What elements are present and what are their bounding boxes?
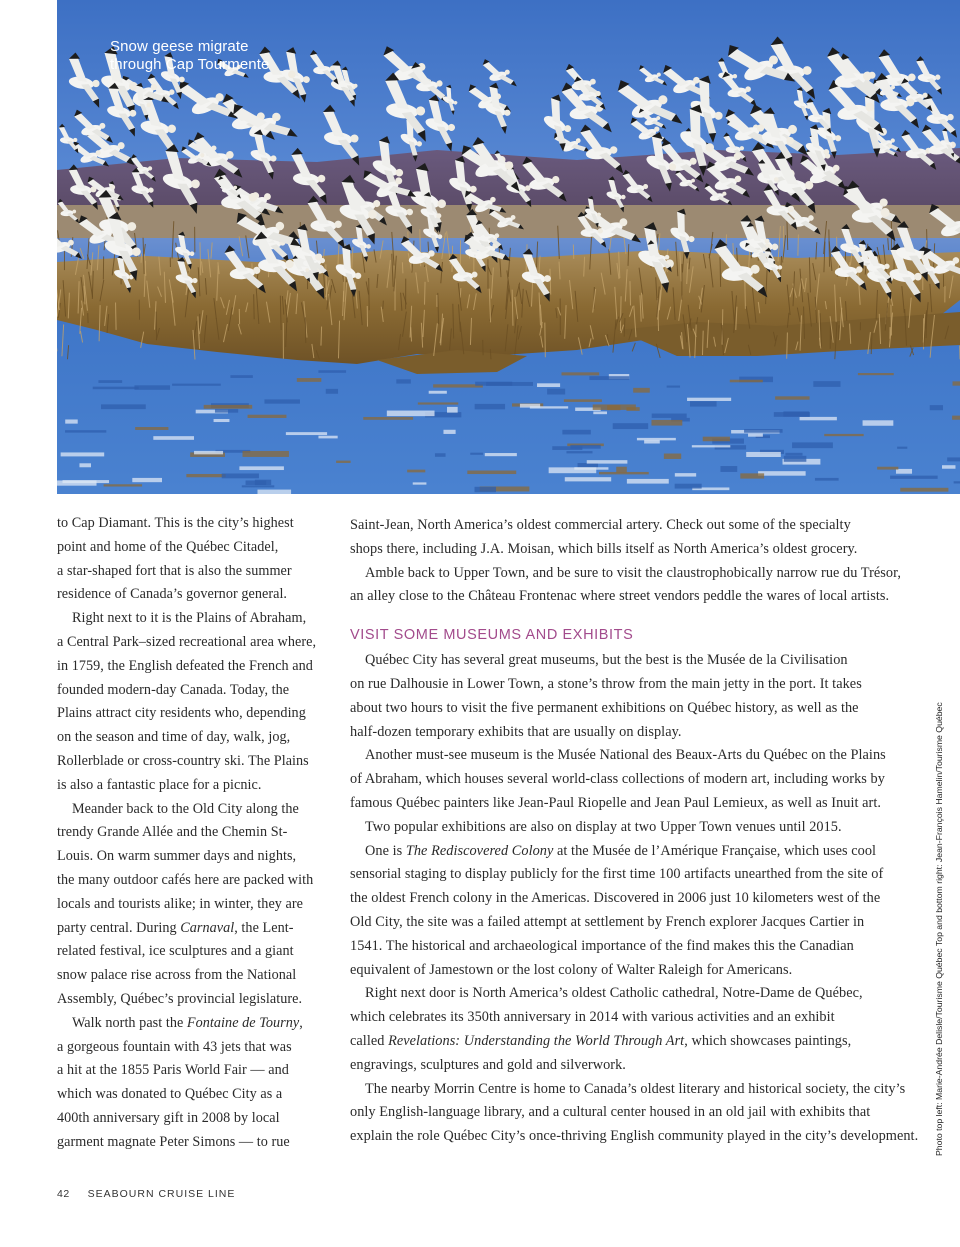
reed-stroke xyxy=(891,305,892,336)
text-run: , which showcases paintings, xyxy=(684,1032,852,1049)
reflection-ripple xyxy=(467,471,516,474)
reflection-ripple xyxy=(318,436,337,439)
reflection-ripple xyxy=(246,480,267,484)
text-line: in 1759, the English defeated the French and xyxy=(57,657,313,674)
reflection-ripple xyxy=(561,372,599,375)
reflection-ripple xyxy=(633,388,650,393)
reflection-ripple xyxy=(363,417,413,420)
reflection-ripple xyxy=(562,430,590,435)
reflection-ripple xyxy=(784,456,807,462)
text-line: sensorial staging to display publicly for the first time 100 artifacts unearthed from the site of xyxy=(350,866,884,883)
reflection-ripple xyxy=(214,419,230,422)
reed-stroke xyxy=(630,281,631,305)
reflection-ripple xyxy=(942,465,955,469)
reed-stroke xyxy=(460,288,461,297)
reflection-ripple xyxy=(900,488,948,492)
reflection-ripple xyxy=(215,409,238,413)
text-line: Right next to it is the Plains of Abraham, xyxy=(72,610,307,627)
reflection-ripple xyxy=(813,381,840,387)
text-line: The nearby Morrin Centre is home to Canada’s oldest literary and historical society, the city’s xyxy=(365,1080,906,1097)
reflection-ripple xyxy=(257,490,291,494)
text-line: a gorgeous fountain with 43 jets that was xyxy=(57,1038,292,1055)
text-line: a hit at the 1855 Paris World Fair — and xyxy=(57,1062,289,1079)
text-line xyxy=(335,1030,910,1054)
text-line: Assembly, Québec’s provincial legislature. xyxy=(57,990,303,1007)
photo-caption xyxy=(110,38,269,74)
reflection-ripple xyxy=(775,396,809,399)
italic-title: Fontaine de Tourny xyxy=(186,1014,300,1031)
reflection-ripple xyxy=(297,378,321,382)
reflection-ripple xyxy=(783,411,809,416)
reflection-ripple xyxy=(318,370,346,373)
reed-stroke xyxy=(745,280,746,308)
reflection-ripple xyxy=(204,405,253,409)
text-line: which was donated to Québec City as a xyxy=(57,1086,283,1103)
reflection-ripple xyxy=(692,445,730,447)
text-line: an alley close to the Château Frontenac where street vendors peddle the wares of local artists. xyxy=(350,588,890,605)
text-line: Old City, the site was a failed attempt at settlement by French explorer Jacques Cartier in xyxy=(350,913,865,930)
reed-stroke xyxy=(490,349,491,359)
reflection-ripple xyxy=(627,479,669,484)
reflection-ripple xyxy=(930,405,943,410)
paragraph xyxy=(350,649,910,744)
article-left-column xyxy=(57,512,327,1155)
reflection-ripple xyxy=(574,467,608,469)
reflection-ripple xyxy=(758,471,806,476)
reflection-ripple xyxy=(194,451,223,454)
caption-line-1: Snow geese migrate xyxy=(110,38,249,55)
reflection-ripple xyxy=(593,411,607,414)
reflection-ripple xyxy=(172,384,221,386)
reflection-ripple xyxy=(104,484,142,486)
reflection-ripple xyxy=(675,484,702,489)
paragraph xyxy=(57,512,327,607)
text-line: a Central Park–sized recreational area where, xyxy=(57,633,317,650)
reflection-ripple xyxy=(57,480,96,485)
text-line: the many outdoor cafés here are packed with xyxy=(57,871,314,888)
reflection-ripple xyxy=(690,401,717,406)
paragraph xyxy=(57,607,327,797)
paragraph xyxy=(350,744,910,815)
text-line: famous Québec painters like Jean-Paul Riopelle and Jean Paul Lemieux, as well as Inuit art. xyxy=(350,794,881,811)
text-line: which celebrates its 350th anniversary in 2014 with various activities and an exhibit xyxy=(350,1009,835,1026)
reflection-ripple xyxy=(748,434,763,437)
reflection-ripple xyxy=(637,438,676,440)
text-line: Right next door is North America’s oldest Catholic cathedral, Notre-Dame de Québec, xyxy=(365,985,863,1002)
reflection-ripple xyxy=(613,423,648,429)
text-line: a star-shaped fort that is also the summer xyxy=(57,562,292,579)
reflection-ripple xyxy=(815,478,839,481)
reflection-ripple xyxy=(93,387,139,390)
text-line: Amble back to Upper Town, and be sure to visit the claustrophobically narrow rue du Trésor, xyxy=(365,564,901,581)
reflection-ripple xyxy=(435,453,446,457)
paragraph xyxy=(350,562,910,610)
reed-stroke xyxy=(545,323,546,358)
text-line: of Abraham, which houses several world-class collections of modern art, including works by xyxy=(350,771,885,788)
reflection-ripple xyxy=(186,474,225,477)
text-line: Another must-see museum is the Musée National des Beaux-Arts du Québec on the Plains xyxy=(365,747,886,764)
reflection-ripple xyxy=(877,467,898,470)
reflection-ripple xyxy=(222,473,259,478)
text-line: Louis. On warm summer days and nights, xyxy=(57,848,297,865)
reflection-ripple xyxy=(447,407,458,413)
reflection-ripple xyxy=(132,478,162,482)
text-line: is also a fantastic place for a picnic. xyxy=(57,776,262,793)
text-run: Walk north past the xyxy=(72,1014,187,1031)
caption-line-2: through Cap Tourmente xyxy=(110,56,270,73)
reflection-ripple xyxy=(134,385,170,389)
reflection-ripple xyxy=(286,432,327,435)
reed-stroke xyxy=(402,262,403,273)
text-run: One is xyxy=(365,842,406,859)
reflection-ripple xyxy=(589,376,629,380)
reflection-ripple xyxy=(651,420,682,426)
paragraph xyxy=(350,514,910,562)
reflection-ripple xyxy=(667,386,680,388)
reflection-ripple xyxy=(243,451,289,457)
reflection-ripple xyxy=(744,429,783,433)
hero-photo xyxy=(57,0,960,494)
text-line: 1541. The historical and archaeological importance of the find makes this the Canadian xyxy=(350,937,854,954)
text-line: explain the role Québec City’s once-thriving English community played in the city’s development. xyxy=(350,1128,919,1145)
page-footer xyxy=(57,1188,235,1200)
reflection-ripple xyxy=(800,417,837,420)
reflection-ripple xyxy=(890,476,938,479)
paragraph xyxy=(57,798,327,1012)
text-line: on the season and time of day, walk, jog, xyxy=(57,729,291,746)
reflection-ripple xyxy=(530,406,568,408)
reflection-ripple xyxy=(570,445,600,449)
reed-stroke xyxy=(720,257,721,287)
reflection-ripple xyxy=(547,389,565,395)
text-line: about two hours to visit the five permanent exhibitions on Québec history, as well as the xyxy=(350,699,859,716)
text-run: party central. During xyxy=(57,919,181,936)
reflection-ripple xyxy=(65,430,106,432)
text-line: equivalent of Jamestown or the lost colony of Walter Raleigh for Americans. xyxy=(350,961,793,978)
reflection-ripple xyxy=(675,473,696,476)
reflection-ripple xyxy=(470,453,483,455)
reflection-ripple xyxy=(730,380,763,383)
paragraph xyxy=(350,816,910,840)
text-line: Meander back to the Old City along the xyxy=(72,800,299,817)
italic-title: Carnaval xyxy=(180,919,235,936)
text-line: the oldest French colony in the Americas. Discovered in 2006 just 10 kilometers west of the xyxy=(350,890,881,907)
reed-stroke xyxy=(829,229,830,266)
text-run: called xyxy=(350,1032,389,1049)
reflection-ripple xyxy=(65,419,77,423)
section-heading: VISIT SOME MUSEUMS AND EXHIBITS xyxy=(350,627,634,644)
reflection-ripple xyxy=(746,452,781,457)
reflection-ripple xyxy=(230,375,252,378)
reed-stroke xyxy=(116,303,117,330)
reflection-ripple xyxy=(593,404,636,409)
text-line: Québec City has several great museums, but the best is the Musée de la Civilisation xyxy=(365,652,848,669)
reflection-ripple xyxy=(239,466,284,470)
reflection-ripple xyxy=(664,454,681,459)
reflection-ripple xyxy=(61,452,105,456)
reed-stroke xyxy=(425,282,426,305)
reflection-ripple xyxy=(336,461,350,463)
paragraph xyxy=(57,1012,327,1155)
reflection-ripple xyxy=(616,467,627,473)
text-line xyxy=(57,1012,327,1036)
reflection-ripple xyxy=(785,453,802,456)
text-line: half-dozen temporary exhibits that are usually on display. xyxy=(350,723,682,740)
reflection-ripple xyxy=(792,442,833,448)
reflection-ripple xyxy=(947,457,960,461)
page-number: 42 xyxy=(57,1188,70,1200)
text-line: trendy Grande Allée and the Chemin St- xyxy=(57,824,288,841)
reflection-ripple xyxy=(135,427,168,430)
reflection-ripple xyxy=(443,430,455,434)
reed-stroke xyxy=(620,296,621,331)
paragraph xyxy=(350,840,910,983)
reflection-ripple xyxy=(720,466,737,472)
reflection-ripple xyxy=(537,383,560,387)
reflection-ripple xyxy=(896,469,912,474)
reflection-ripple xyxy=(396,379,410,383)
text-line: to Cap Diamant. This is the city’s highest xyxy=(57,515,294,531)
text-line: Saint-Jean, North America’s oldest commercial artery. Check out some of the specialty xyxy=(350,517,851,533)
reflection-ripple xyxy=(387,411,435,417)
text-line: founded modern-day Canada. Today, the xyxy=(57,681,290,698)
reflection-ripple xyxy=(407,470,425,473)
reflection-ripple xyxy=(485,453,517,456)
publication-name: SEABOURN CRUISE LINE xyxy=(87,1188,236,1200)
reflection-ripple xyxy=(248,415,287,418)
text-line: only English-language library, and a cultural center housed in an old jail with exhibits that xyxy=(350,1104,871,1121)
reflection-ripple xyxy=(264,399,299,403)
text-run: , xyxy=(299,1014,303,1031)
text-line: Two popular exhibitions are also on display at two Upper Town venues until 2015. xyxy=(365,818,842,835)
reflection-ripple xyxy=(824,434,863,436)
paragraph xyxy=(350,1078,919,1149)
photo-credit: Photo top left: Marie-Andrée Delisle/Tourisme Québec Top and bottom right: Jean-François Hamelin/Tourisme Québec xyxy=(934,702,944,1156)
italic-title: The Rediscovered Colony xyxy=(405,842,554,859)
reflection-ripple xyxy=(644,440,660,444)
reflection-ripple xyxy=(687,398,731,401)
reflection-ripple xyxy=(954,481,960,483)
reflection-ripple xyxy=(587,460,628,463)
text-line xyxy=(42,917,327,941)
reflection-ripple xyxy=(413,482,427,484)
reflection-ripple xyxy=(652,414,687,418)
text-line: on rue Dalhousie in Lower Town, a stone’s throw from the main jetty in the port. It takes xyxy=(350,675,862,692)
text-line: Plains attract city residents who, depending xyxy=(57,705,306,722)
reflection-ripple xyxy=(101,404,146,409)
reflection-ripple xyxy=(242,485,274,487)
reflection-ripple xyxy=(326,389,338,394)
text-line: shops there, including J.A. Moisan, which bills itself as North America’s oldest grocery. xyxy=(350,540,858,557)
reflection-ripple xyxy=(564,399,602,402)
reed-stroke xyxy=(141,254,142,263)
text-run: at the Musée de l’Amérique Française, which uses cool xyxy=(553,842,877,859)
reflection-ripple xyxy=(897,447,907,449)
reed-stroke xyxy=(321,327,322,346)
reflection-ripple xyxy=(475,487,496,492)
reflection-ripple xyxy=(98,380,122,383)
reflection-ripple xyxy=(429,391,447,394)
reflection-ripple xyxy=(740,473,764,478)
reflection-ripple xyxy=(418,402,458,404)
reflection-ripple xyxy=(953,381,960,385)
reflection-ripple xyxy=(863,420,894,425)
reflection-ripple xyxy=(703,437,730,442)
reflection-ripple xyxy=(475,404,505,409)
text-line: snow palace rise across from the National xyxy=(57,967,297,984)
text-line: residence of Canada’s governor general. xyxy=(57,586,288,603)
text-run: , the Lent- xyxy=(234,919,294,936)
reflection-ripple xyxy=(153,436,194,440)
text-line: garment magnate Peter Simons — to rue xyxy=(57,1133,290,1150)
text-line: related festival, ice sculptures and a giant xyxy=(57,943,294,960)
reed-stroke xyxy=(702,331,703,355)
reflection-ripple xyxy=(475,382,512,386)
reed-stroke xyxy=(798,234,799,255)
paragraph xyxy=(350,982,910,1077)
reflection-ripple xyxy=(565,477,611,481)
reflection-ripple xyxy=(566,451,592,453)
text-line xyxy=(350,840,910,864)
reflection-ripple xyxy=(858,373,894,375)
reflection-ripple xyxy=(79,463,91,467)
italic-title: Revelations: Understanding the World Through Art xyxy=(388,1032,685,1049)
text-line: engravings, sculptures and gold and silverwork. xyxy=(350,1056,626,1073)
text-line: point and home of the Québec Citadel, xyxy=(57,538,279,555)
text-line: Rollerblade or cross-country ski. The Plains xyxy=(57,752,309,769)
text-line: locals and tourists alike; in winter, they are xyxy=(57,895,304,912)
reflection-ripple xyxy=(952,416,960,420)
snow-geese-photo xyxy=(57,0,960,494)
text-line: 400th anniversary gift in 2008 by local xyxy=(57,1109,280,1126)
article-right-column xyxy=(350,514,919,1149)
